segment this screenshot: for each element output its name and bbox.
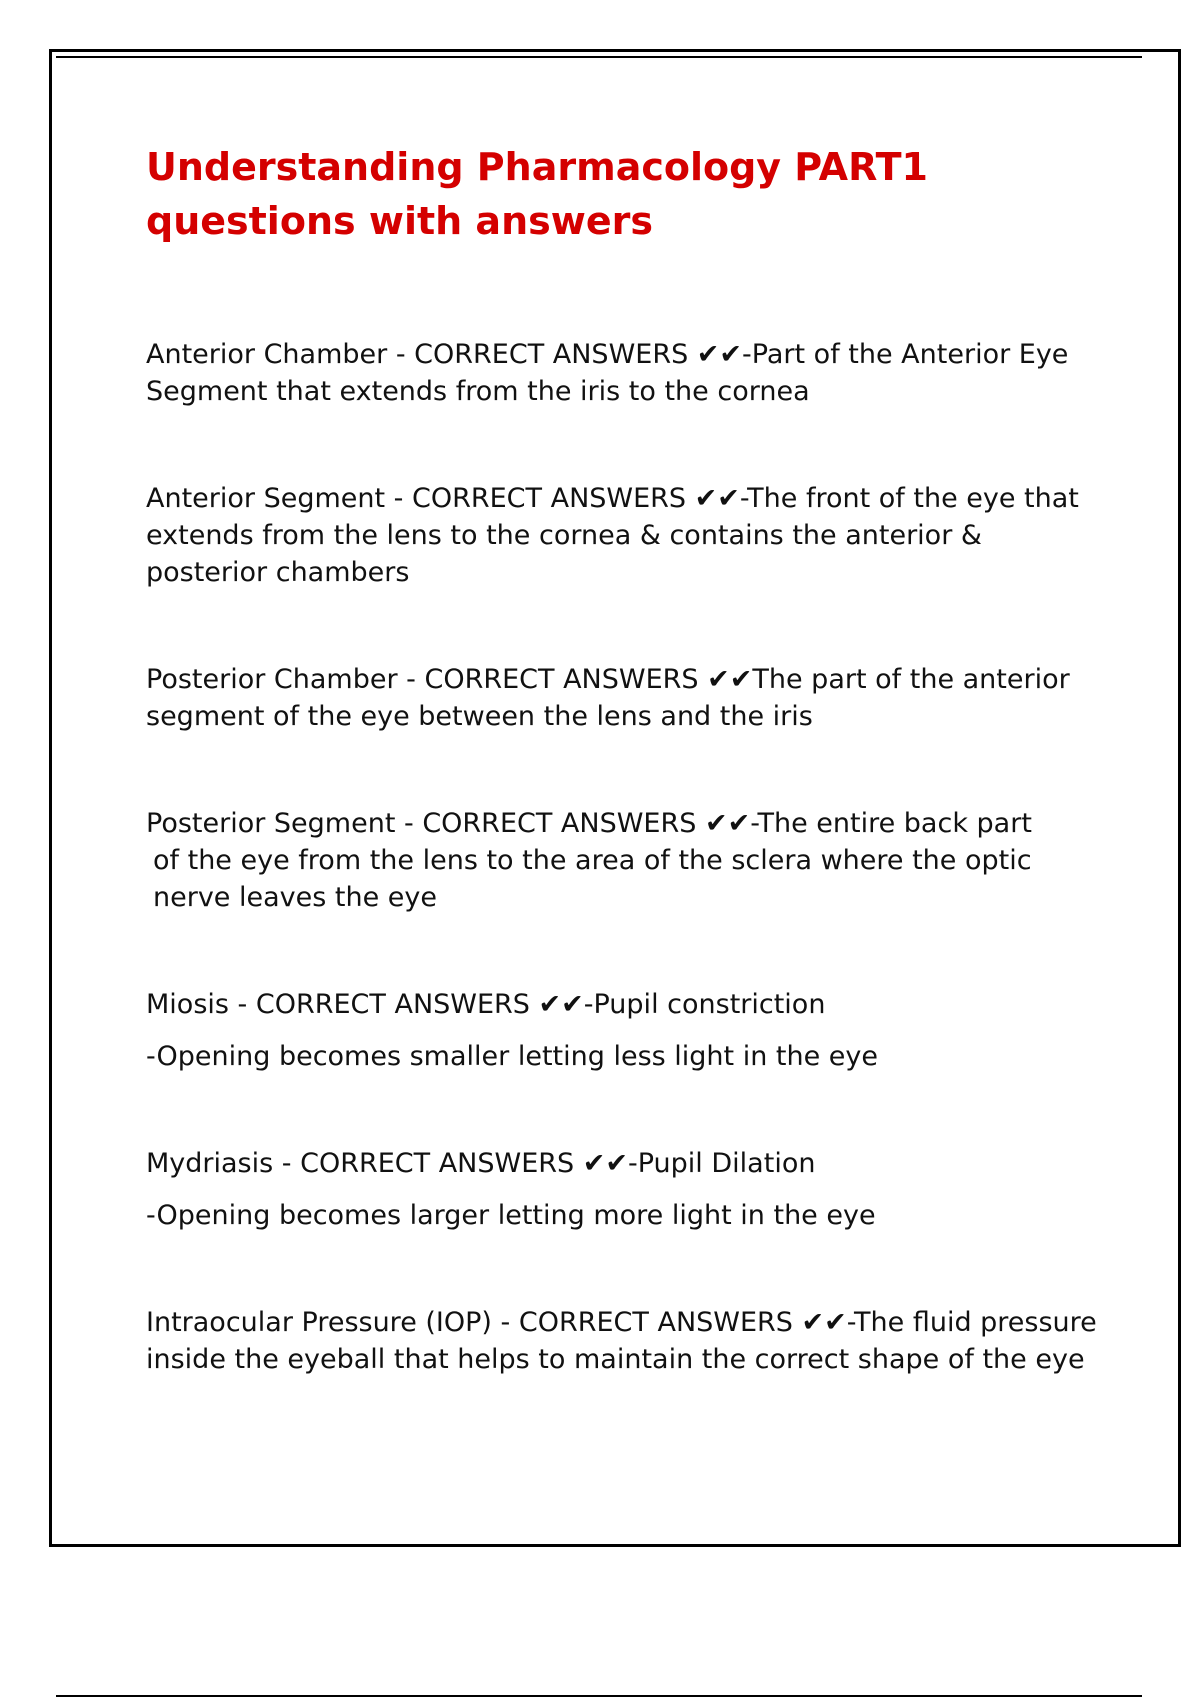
qa-entry-anterior-chamber (146, 336, 1106, 410)
qa-entry-anterior-segment (146, 480, 1106, 591)
qa-entry-posterior-segment (146, 805, 1106, 916)
qa-entry-intraocular-pressure (146, 1304, 1106, 1378)
qa-entry-text: Posterior Chamber - CORRECT ANSWERS ✔✔The part of the anterior segment of the eye between the lens and the iris (146, 664, 1070, 732)
qa-entry-text: Anterior Chamber - CORRECT ANSWERS ✔✔-Part of the Anterior Eye Segment that extends from the iris to the cornea (146, 339, 1069, 407)
qa-entry-posterior-chamber (146, 661, 1106, 735)
qa-entry-mydriasis (146, 1145, 1106, 1234)
qa-entry-text: Mydriasis - CORRECT ANSWERS ✔✔-Pupil Dilation (146, 1148, 816, 1179)
qa-entry-text: Intraocular Pressure (IOP) - CORRECT ANSWERS ✔✔-The fluid pressure inside the eyeball that helps to maintain the correct shape of the eye (146, 1307, 1097, 1375)
footer-rule (56, 1695, 1142, 1697)
document-body (146, 140, 1106, 1448)
qa-entry-text: Miosis - CORRECT ANSWERS ✔✔-Pupil constriction (146, 989, 826, 1020)
qa-entry-text: Anterior Segment - CORRECT ANSWERS ✔✔-The front of the eye that extends from the lens to the cornea & contains the anterior & posterior chambers (146, 483, 1079, 588)
document-title: Understanding Pharmacology PART1 questions with answers (146, 145, 928, 243)
qa-entry-miosis (146, 986, 1106, 1075)
qa-entry-extra-note: -Opening becomes smaller letting less light in the eye (146, 1041, 878, 1072)
header-rule (56, 56, 1142, 58)
qa-entry-text-continuation: of the eye from the lens to the area of the sclera where the optic nerve leaves the eye (153, 845, 1032, 913)
qa-entry-extra-note: -Opening becomes larger letting more light in the eye (146, 1200, 876, 1231)
qa-entry-text-first-line: Posterior Segment - CORRECT ANSWERS ✔✔-The entire back part (146, 808, 1032, 839)
qa-entries (146, 336, 1106, 1378)
